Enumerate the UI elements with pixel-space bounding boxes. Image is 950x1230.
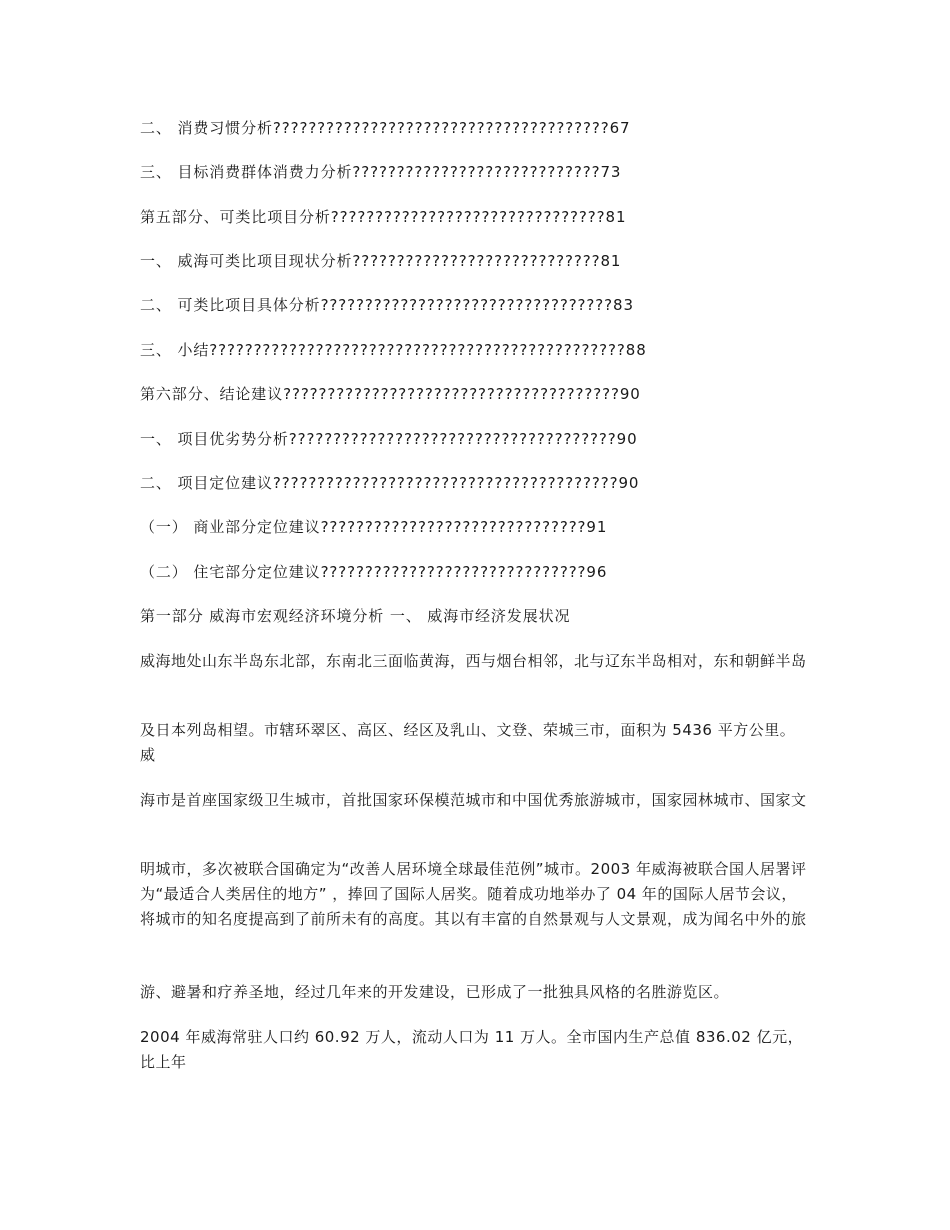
section-heading: 第一部分 威海市宏观经济环境分析 一、 威海市经济发展状况 (140, 607, 571, 625)
toc-entry: 一、 威海可类比项目现状分析????????????????????????????81 (140, 252, 622, 270)
body-paragraph: 威海地处山东半岛东北部，东南北三面临黄海，西与烟台相邻，北与辽东半岛相对，东和朝鲜半岛 (140, 652, 807, 670)
body-paragraph: 2004 年威海常驻人口约 60.92 万人，流动人口为 11 万人。全市国内生产总值 836.02 亿元，比上年 (140, 1028, 804, 1071)
toc-entry: 二、 消费习惯分析??????????????????????????????????????67 (140, 119, 631, 137)
toc-entry: 第五部分、可类比项目分析???????????????????????????????81 (140, 208, 627, 226)
toc-entry: （一） 商业部分定位建议??????????????????????????????91 (140, 518, 608, 536)
toc-entry: 三、 小结???????????????????????????????????????????????88 (140, 341, 647, 359)
body-paragraph: 海市是首座国家级卫生城市，首批国家环保模范城市和中国优秀旅游城市，国家园林城市、国家文 (140, 791, 807, 809)
toc-entry: 二、 可类比项目具体分析?????????????????????????????????83 (140, 296, 634, 314)
body-paragraph: 游、避暑和疗养圣地，经过几年来的开发建设，已形成了一批独具风格的名胜游览区。 (140, 983, 730, 1001)
body-paragraph: 及日本列岛相望。市辖环翠区、高区、经区及乳山、文登、荣城三市，面积为 5436 平方公里。威 (140, 721, 796, 764)
toc-entry: （二） 住宅部分定位建议??????????????????????????????96 (140, 563, 608, 581)
body-paragraph: 明城市，多次被联合国确定为“改善人居环境全球最佳范例”城市。2003 年威海被联合国人居署评为“最适合人类居住的地方” ，捧回了国际人居奖。随着成功地举办了 04 年的国际人居节会议，将城市的知名度提高到了前所未有的高度。其以有丰富的自然景观与人文景观，成为闻名中外的旅 (140, 860, 807, 928)
toc-entry: 三、 目标消费群体消费力分析????????????????????????????73 (140, 163, 622, 181)
toc-entry: 二、 项目定位建议???????????????????????????????????????90 (140, 474, 640, 492)
toc-entry: 第六部分、结论建议??????????????????????????????????????90 (140, 385, 641, 403)
toc-entry: 一、 项目优劣势分析?????????????????????????????????????90 (140, 430, 638, 448)
